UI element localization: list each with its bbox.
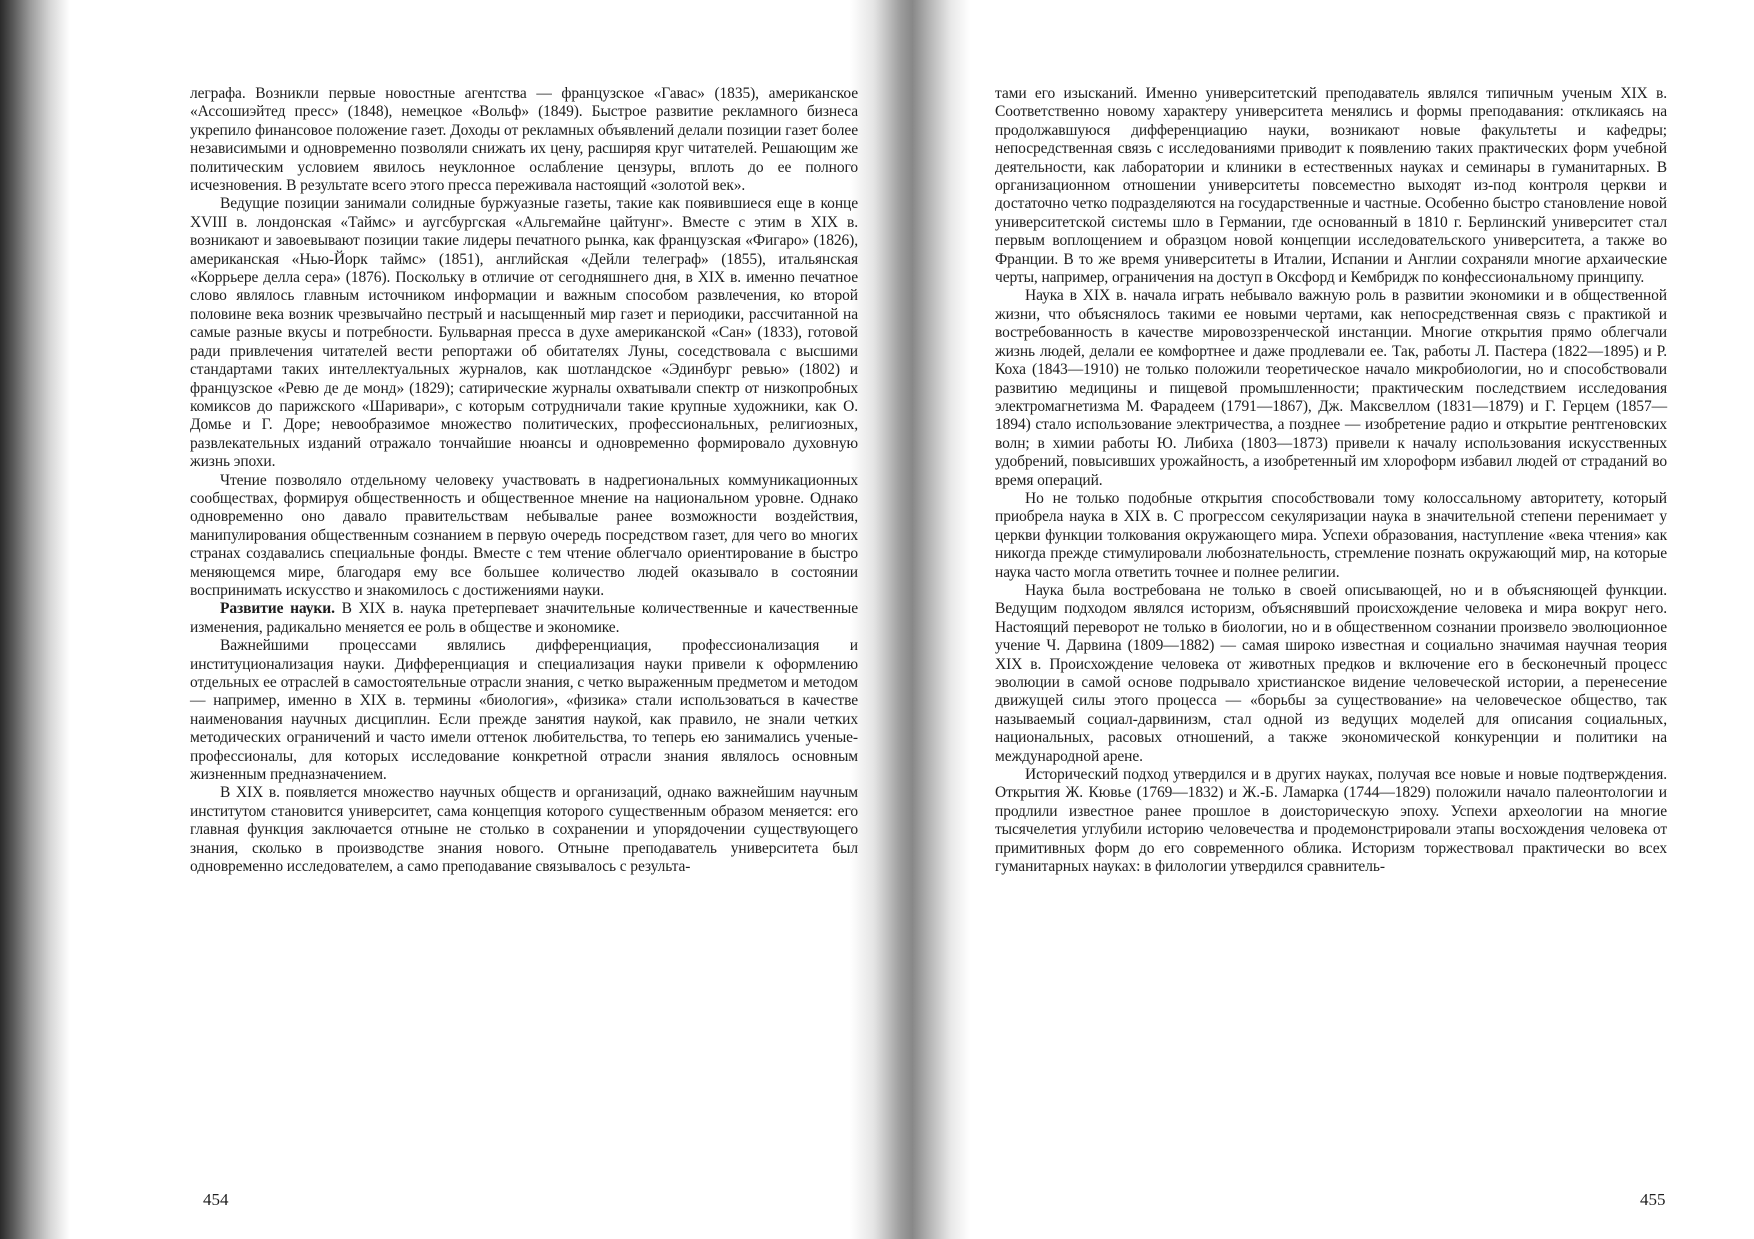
section-heading: Развитие науки. [220, 600, 335, 618]
paragraph: Наука была востребована не только в своей описывающей, но и в объясняющей функции. Ведущим подходом являлся историзм, объяснявший происхождение человека и мира вокруг него. Настоящий переворот не только в биологии, но и в общественном сознании произвело эволюционное учение Ч. Дарвина (1809—1882) — самая широко известная и социально значимая научная теория XIX в. Происхождение человека от животных предков и включение его в бесконечный процесс эволюции в самой основе подрывало христианское видение человеческой истории, а перенесение движущей силы этого процесса — «борьбы за существование» на человеческое общество, так называемый социал-дарвинизм, стал одной из ведущих моделей для описания социальных, национальных, расовых отношений, а также экономической конкуренции и политики на международной арене. [995, 581, 1667, 765]
paragraph: Наука в XIX в. начала играть небывало важную роль в развитии экономики и в общественной жизни, что объяснялось такими ее новыми чертами, как непосредственная связь с практикой и востребованность в качестве мировоззренческой инстанции. Многие открытия прямо облегчали жизнь людей, делали ее комфортнее и даже продлевали ее. Так, работы Л. Пастера (1822—1895) и Р. Коха (1843—1910) не только положили теоретическое начало микробиологии, но и способствовали развитию медицины и пищевой промышленности; практическим последствием исследования электромагнетизма М. Фарадеем (1791—1867), Дж. Максвеллом (1831—1879) и Г. Герцем (1857—1894) стало использование электричества, а позднее — изобретение радио и открытие рентгеновских волн; в химии работы Ю. Либиха (1803—1873) привели к началу использования искусственных удобрений, повысивших урожайность, а изобретенный им хлороформ избавил людей от страданий во время операций. [995, 287, 1667, 489]
right-page [995, 85, 1667, 876]
page-number-right: 455 [1640, 1190, 1666, 1209]
paragraph-text: В XIX в. наука претерпевает значительные количественные и качественные изменения, радикально меняется ее роль в обществе и экономике. [190, 600, 858, 636]
book-gutter-shadow [850, 0, 970, 1239]
left-page [190, 85, 858, 876]
section-paragraph [190, 600, 858, 637]
paragraph: Ведущие позиции занимали солидные буржуазные газеты, такие как появившиеся еще в конце XVIII в. лондонская «Таймс» и аугсбургская «Альгемайне цайтунг». Вместе с этим в XIX в. возникают и завоевывают позиции такие лидеры печатного рынка, как французская «Фигаро» (1826), американская «Нью-Йорк таймс» (1851), английская «Дейли телеграф» (1855), итальянская «Коррьере делла сера» (1876). Поскольку в отличие от сегодняшнего дня, в XIX в. именно печатное слово являлось главным источником информации и важным способом развлечения, ко второй половине века возник чрезвычайно пестрый и насыщенный мир газет и периодики, рассчитанной на самые разные вкусы и потребности. Бульварная пресса в духе американской «Сан» (1833), готовой ради привлечения читателей вести репортажи об обитателях Луны, соседствовала с высшими стандартами таких интеллектуальных журналов, как шотландское «Эдинбург ревью» (1802) и французское «Ревю де де монд» (1829); сатирические журналы охватывали спектр от низкопробных комиксов до парижского «Шаривари», с которым сотрудничали такие крупные художники, как О. Домье и Г. Доре; невообразимое множество политических, профессиональных, религиозных, развлекательных изданий отражало тончайшие нюансы и одновременно формировало духовную жизнь эпохи. [190, 195, 858, 471]
paragraph: В XIX в. появляется множество научных обществ и организаций, однако важнейшим научным институтом становится университет, сама концепция которого существенным образом меняется: его главная функция заключается отныне не столько в сохранении и упорядочении существующего знания, сколько в производстве знания нового. Отныне преподаватель университета был одновременно исследователем, а само преподавание связывалось с результа- [190, 784, 858, 876]
page-number-left: 454 [203, 1190, 229, 1209]
paragraph: Чтение позволяло отдельному человеку участвовать в надрегиональных коммуникационных сообществах, формируя общественность и общественное мнение на национальном уровне. Однако одновременно оно давало правительствам небывалые ранее возможности воздействия, манипулирования общественным сознанием в первую очередь посредством газет, для чего во многих странах создавались специальные фонды. Вместе с тем чтение облегчало ориентирование в быстро меняющемся мире, благодаря ему все большее количество людей оказывало в состоянии воспринимать искусство и знакомилось с достижениями науки. [190, 471, 858, 599]
paragraph: Важнейшими процессами являлись дифференциация, профессионализация и институционализация науки. Дифференциация и специализация науки привели к оформлению отдельных ее отраслей в самостоятельные отрасли знания, с четко выраженным предметом и методом — например, именно в XIX в. термины «биология», «физика» стали использоваться в качестве наименования научных дисциплин. Если прежде занятия наукой, как правило, не знали четких методических ограничений и часто имели оттенок любительства, то теперь ею занимались ученые-профессионалы, для которых исследование конкретной отрасли знания являлось основным жизненным предназначением. [190, 637, 858, 784]
paragraph: Но не только подобные открытия способствовали тому колоссальному авторитету, который приобрела наука в XIX в. С прогрессом секуляризации наука в значительной степени перенимает у церкви функции толкования окружающего мира. Успехи образования, наступление «века чтения» как никогда прежде стимулировали любознательность, стремление познать окружающий мир, на которые наука часто могла ответить точнее и полнее религии. [995, 489, 1667, 581]
paragraph: Исторический подход утвердился и в других науках, получая все новые и новые подтверждения. Открытия Ж. Кювье (1769—1832) и Ж.-Б. Ламарка (1744—1829) положили начало палеонтологии и продлили известное ранее прошлое в доисторическую эпоху. Успехи археологии на многие тысячелетия углубили историю человечества и продемонстрировали этапы восхождения человека от примитивных форм до его современного облика. Историзм торжествовал практически во всех гуманитарных науках: в филологии утвердился сравнитель- [995, 766, 1667, 876]
page-edge-shadow [0, 0, 70, 1239]
paragraph: тами его изысканий. Именно университетский преподаватель являлся типичным ученым XIX в. Соответственно новому характеру университета менялись и формы преподавания: откликаясь на продолжавшуюся дифференциацию науки, возникают новые факультеты и кафедры; непосредственная связь с исследованиями приводит к появлению таких практических форм учебной деятельности, как лаборатории и клиники в естественных науках и семинары в гуманитарных. В организационном отношении университеты повсеместно выходят из-под контроля церкви и достаточно четко подразделяются на государственные и частные. Особенно быстро становление новой университетской системы шло в Германии, где основанный в 1810 г. Берлинский университет стал первым воплощением и образцом новой концепции исследовательского университета, а также во Франции. В то же время университеты в Италии, Испании и Англии сохраняли многие архаические черты, например, ограничения на доступ в Оксфорд и Кембридж по конфессиональному принципу. [995, 85, 1667, 287]
paragraph: леграфа. Возникли первые новостные агентства — французское «Гавас» (1835), американское «Ассошиэйтед пресс» (1848), немецкое «Вольф» (1849). Быстрое развитие рекламного бизнеса укрепило финансовое положение газет. Доходы от рекламных объявлений делали позиции газет более независимыми и одновременно позволяли снижать их цену, расширяя круг читателей. Решающим же политическим условием явилось неуклонное ослабление цензуры, вплоть до ее полного исчезновения. В результате всего этого пресса переживала настоящий «золотой век». [190, 85, 858, 195]
